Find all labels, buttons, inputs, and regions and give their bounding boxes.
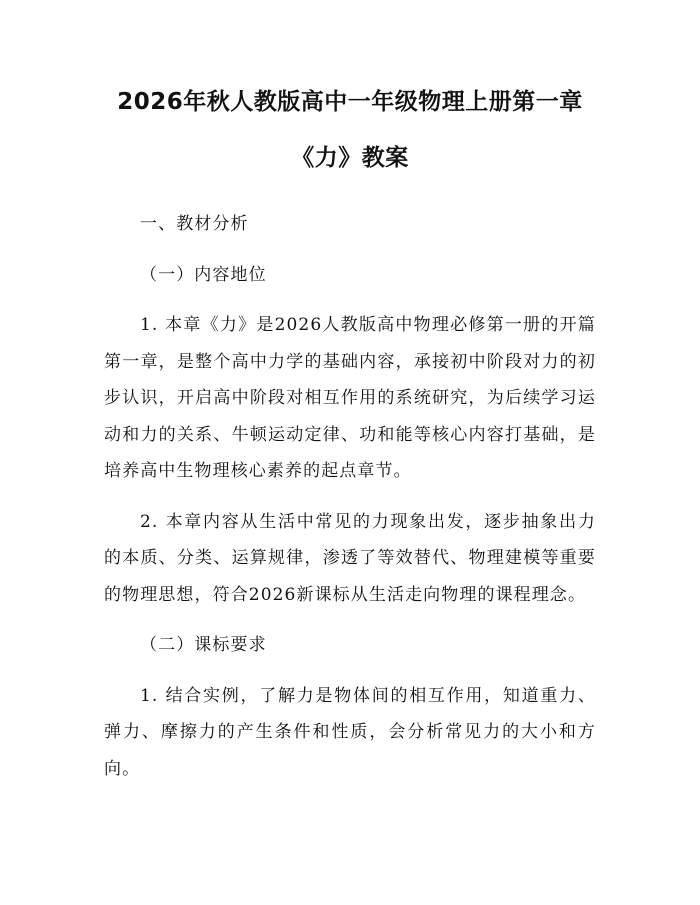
title-line-2: 《力》教案: [291, 145, 409, 171]
paragraph-content-position-2: 2. 本章内容从生活中常见的力现象出发，逐步抽象出力的本质、分类、运算规律，渗透了等效替代、物理建模等重要的物理思想，符合2026新课标从生活走向物理的课程理念。: [104, 511, 596, 605]
subsection-heading-curriculum-requirements: （二）课标要求: [140, 635, 267, 655]
document-title: [104, 0, 596, 186]
paragraph-content-position-1: 1. 本章《力》是2026人教版高中物理必修第一册的开篇第一章，是整个高中力学的基础内容，承接初中阶段对力的初步认识，开启高中阶段对相互作用的系统研究，为后续学习运动和力的关系、牛顿运动定律、功和能等核心内容打基础，是培养高中生物理核心素养的起点章节。: [104, 315, 596, 481]
paragraph-curriculum-requirements-1: 1. 结合实例，了解力是物体间的相互作用，知道重力、弹力、摩擦力的产生条件和性质，会分析常见力的大小和方向。: [104, 685, 596, 779]
title-line-1: 2026年秋人教版高中一年级物理上册第一章: [117, 89, 583, 115]
subsection-heading-content-position: （一）内容地位: [140, 264, 267, 285]
section-heading-textbook-analysis: 一、教材分析: [140, 214, 249, 234]
